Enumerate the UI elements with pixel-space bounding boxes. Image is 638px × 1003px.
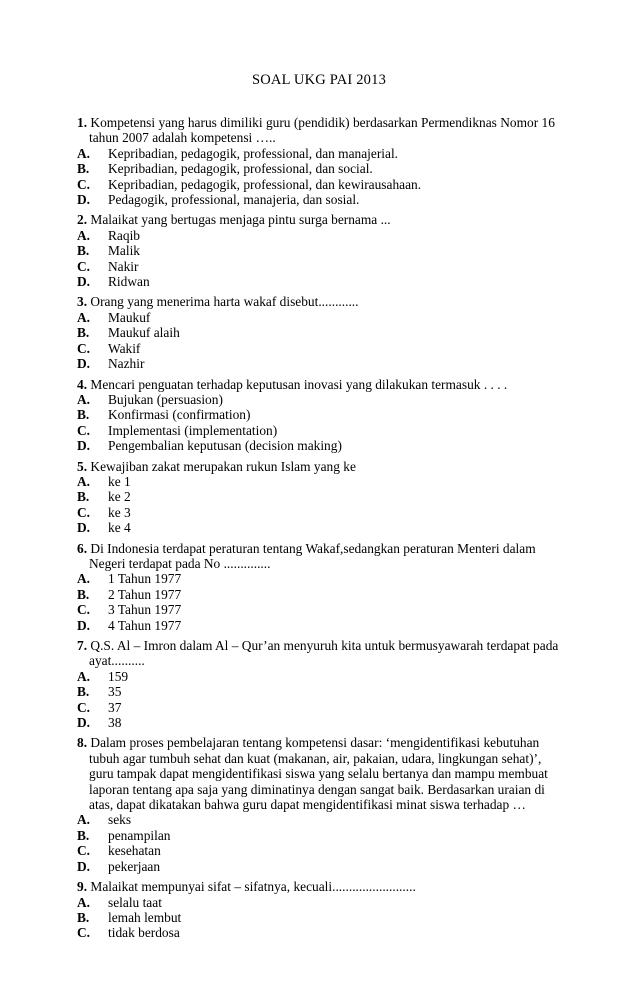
option-text: Kepribadian, pedagogik, professional, dan kewirausahaan. xyxy=(108,176,422,192)
option-text: 38 xyxy=(108,715,122,731)
option-letter: C. xyxy=(77,699,91,715)
option-letter: B. xyxy=(77,909,90,925)
answer-option xyxy=(77,520,567,535)
answer-option xyxy=(77,161,567,176)
option-letter: C. xyxy=(77,422,91,438)
answer-option xyxy=(77,489,567,504)
option-letter: C. xyxy=(77,504,91,520)
question-8 xyxy=(77,735,567,874)
option-text: Pengembalian keputusan (decision making) xyxy=(108,438,342,454)
question-stem xyxy=(77,377,567,392)
question-stem xyxy=(77,294,567,309)
answer-option xyxy=(77,587,567,602)
answer-option xyxy=(77,859,567,874)
answer-option xyxy=(77,828,567,843)
question-number: 9. xyxy=(77,879,88,895)
question-text: Di Indonesia terdapat peraturan tentang Wakaf,sedangkan peraturan Menteri dalam Negeri terdapat pada No .............. xyxy=(89,540,536,571)
option-text: 3 Tahun 1977 xyxy=(108,602,182,618)
answer-option xyxy=(77,310,567,325)
question-4 xyxy=(77,377,567,454)
option-text: penampilan xyxy=(108,827,171,843)
option-text: Wakif xyxy=(108,340,141,356)
option-letter: A. xyxy=(77,571,91,587)
option-text: ke 1 xyxy=(108,473,131,489)
question-number: 4. xyxy=(77,376,88,392)
option-letter: A. xyxy=(77,309,91,325)
answer-option xyxy=(77,356,567,371)
question-text: Dalam proses pembelajaran tentang kompetensi dasar: ‘mengidentifikasi kebutuhan tubuh agar tumbuh sehat dan kuat (makanan, air, pakaian, udara, lingkungan sehat)’, guru tampak dapat mengidentifikasi siswa yang selalu bertanya dan mampu membuat laporan tentang apa saja yang diminatinya dengan sangat baik. Berdasarkan uraian di atas, dapat dikatakan bahwa guru dapat mengidentifikasi minat siswa terhadap … xyxy=(89,735,548,813)
option-text: Malik xyxy=(108,243,140,259)
question-2 xyxy=(77,212,567,289)
option-letter: A. xyxy=(77,894,91,910)
option-letter: B. xyxy=(77,586,90,602)
question-9 xyxy=(77,879,567,941)
option-letter: D. xyxy=(77,192,91,208)
answer-option xyxy=(77,684,567,699)
answer-option xyxy=(77,505,567,520)
option-text: ke 3 xyxy=(108,504,131,520)
option-text: Bujukan (persuasion) xyxy=(108,391,223,407)
option-text: Pedagogik, professional, manajeria, dan sosial. xyxy=(108,192,360,208)
answer-option xyxy=(77,243,567,258)
option-letter: B. xyxy=(77,684,90,700)
answer-option xyxy=(77,715,567,730)
question-number: 3. xyxy=(77,294,88,310)
option-letter: C. xyxy=(77,176,91,192)
question-7 xyxy=(77,638,567,730)
answer-option xyxy=(77,177,567,192)
answer-option xyxy=(77,259,567,274)
option-letter: C. xyxy=(77,340,91,356)
option-text: kesehatan xyxy=(108,843,161,859)
answer-option xyxy=(77,843,567,858)
question-number: 6. xyxy=(77,540,88,556)
option-text: 2 Tahun 1977 xyxy=(108,586,182,602)
question-number: 7. xyxy=(77,638,88,653)
answer-option xyxy=(77,812,567,827)
answer-option xyxy=(77,146,567,161)
question-number: 8. xyxy=(77,735,88,751)
answer-option xyxy=(77,228,567,243)
option-letter: C. xyxy=(77,258,91,274)
answer-option xyxy=(77,341,567,356)
answer-option xyxy=(77,407,567,422)
answer-option xyxy=(77,423,567,438)
option-text: ke 4 xyxy=(108,520,131,536)
question-3 xyxy=(77,294,567,371)
question-text: Malaikat mempunyai sifat – sifatnya, kecuali......................... xyxy=(90,879,416,895)
question-text: Malaikat yang bertugas menjaga pintu surga bernama ... xyxy=(90,212,391,228)
question-text: Kompetensi yang harus dimiliki guru (pendidik) berdasarkan Permendiknas Nomor 16 tahun 2007 adalah kompetensi ….. xyxy=(89,115,555,146)
option-letter: B. xyxy=(77,827,90,843)
option-text: Ridwan xyxy=(108,274,150,290)
answer-option xyxy=(77,895,567,910)
option-letter: A. xyxy=(77,473,91,489)
question-text: Orang yang menerima harta wakaf disebut............ xyxy=(90,294,359,310)
option-letter: D. xyxy=(77,438,91,454)
answer-option xyxy=(77,192,567,207)
option-letter: D. xyxy=(77,617,91,633)
option-letter: D. xyxy=(77,715,91,731)
option-text: 1 Tahun 1977 xyxy=(108,571,182,587)
question-number: 1. xyxy=(77,115,88,130)
option-text: pekerjaan xyxy=(108,858,161,874)
option-text: Nazhir xyxy=(108,356,145,372)
option-text: 4 Tahun 1977 xyxy=(108,617,182,633)
question-5 xyxy=(77,459,567,536)
question-text: Kewajiban zakat merupakan rukun Islam yang ke xyxy=(90,458,356,474)
option-letter: B. xyxy=(77,325,90,341)
option-text: Nakir xyxy=(108,258,139,274)
answer-option xyxy=(77,325,567,340)
question-text: Q.S. Al – Imron dalam Al – Qur’an menyuruh kita untuk bermusyawarah terdapat pada ayat.......... xyxy=(89,638,559,669)
question-stem xyxy=(77,459,567,474)
option-text: selalu taat xyxy=(108,894,162,910)
option-text: Kepribadian, pedagogik, professional, dan social. xyxy=(108,161,373,177)
answer-option xyxy=(77,618,567,633)
answer-option xyxy=(77,700,567,715)
option-letter: C. xyxy=(77,843,91,859)
option-letter: C. xyxy=(77,925,91,941)
option-letter: C. xyxy=(77,602,91,618)
option-text: Maukuf xyxy=(108,309,151,325)
option-letter: D. xyxy=(77,274,91,290)
answer-option xyxy=(77,474,567,489)
answer-option xyxy=(77,274,567,289)
question-6 xyxy=(77,541,567,633)
option-text: ke 2 xyxy=(108,489,131,505)
question-number: 5. xyxy=(77,458,88,474)
option-letter: A. xyxy=(77,145,91,161)
question-stem xyxy=(77,541,567,572)
option-text: lemah lembut xyxy=(108,909,182,925)
answer-option xyxy=(77,602,567,617)
question-stem xyxy=(77,879,567,894)
answer-option xyxy=(77,392,567,407)
option-text: 37 xyxy=(108,699,122,715)
option-letter: D. xyxy=(77,520,91,536)
option-text: Raqib xyxy=(108,227,140,243)
question-stem xyxy=(77,735,567,812)
question-number: 2. xyxy=(77,212,88,228)
option-letter: A. xyxy=(77,391,91,407)
question-stem xyxy=(77,115,567,146)
answer-option xyxy=(77,669,567,684)
option-letter: B. xyxy=(77,243,90,259)
option-letter: B. xyxy=(77,161,90,177)
option-text: tidak berdosa xyxy=(108,925,180,941)
answer-option xyxy=(77,925,567,940)
option-letter: A. xyxy=(77,227,91,243)
answer-option xyxy=(77,910,567,925)
option-text: 159 xyxy=(108,668,129,684)
question-stem xyxy=(77,638,567,669)
question-1 xyxy=(77,115,567,207)
option-letter: A. xyxy=(77,668,91,684)
option-letter: B. xyxy=(77,489,90,505)
answer-option xyxy=(77,571,567,586)
option-text: 35 xyxy=(108,684,122,700)
question-text: Mencari penguatan terhadap keputusan inovasi yang dilakukan termasuk . . . . xyxy=(90,376,508,392)
option-letter: D. xyxy=(77,356,91,372)
option-letter: D. xyxy=(77,858,91,874)
option-text: Konfirmasi (confirmation) xyxy=(108,407,251,423)
document-title: SOAL UKG PAI 2013 xyxy=(251,72,387,88)
option-text: Maukuf alaih xyxy=(108,325,180,341)
question-list xyxy=(77,115,567,946)
answer-option xyxy=(77,438,567,453)
option-letter: A. xyxy=(77,812,91,828)
option-text: seks xyxy=(108,812,132,828)
question-stem xyxy=(77,212,567,227)
option-text: Implementasi (implementation) xyxy=(108,422,278,438)
option-letter: B. xyxy=(77,407,90,423)
option-text: Kepribadian, pedagogik, professional, dan manajerial. xyxy=(108,145,399,161)
